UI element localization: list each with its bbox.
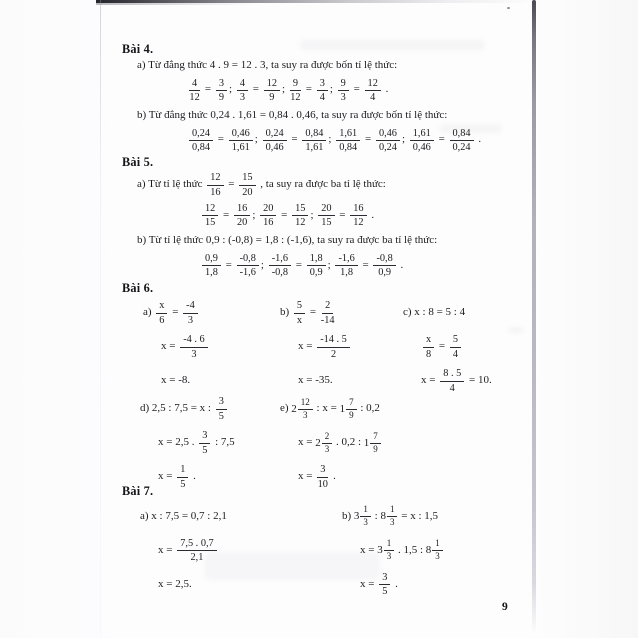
fraction-denominator: 1,61 (231, 141, 250, 153)
fraction-denominator: 9 (373, 443, 378, 454)
fraction (379, 572, 390, 598)
fraction (234, 203, 250, 229)
mixed-number (364, 432, 382, 455)
exercise-heading: Bài 6. (122, 280, 154, 295)
fraction (322, 432, 333, 455)
fraction-denominator: 0,24 (452, 141, 471, 153)
fraction-numerator: 0,9 (202, 253, 221, 266)
fraction-numerator: x (423, 334, 434, 347)
text-run: = (307, 306, 319, 319)
fraction-denominator: 12 (290, 91, 301, 103)
fraction (365, 78, 381, 104)
fraction (189, 128, 213, 154)
fraction (199, 430, 210, 456)
text-run: x = (158, 470, 176, 483)
fraction-denominator: 3 (239, 91, 245, 103)
fraction-denominator: 5 (382, 585, 388, 597)
fraction-denominator: 3 (324, 443, 330, 454)
mixed-number (291, 398, 314, 421)
fraction-denominator: 15 (205, 217, 216, 229)
math-line (360, 567, 444, 601)
text-run: . (368, 208, 375, 221)
fraction-denominator: 4 (370, 91, 376, 103)
fraction (207, 172, 223, 198)
text-run: ; (401, 133, 408, 146)
fraction-denominator: 3 (386, 550, 392, 561)
fraction-denominator: -14 (320, 314, 335, 326)
fraction-denominator: 4 (449, 382, 455, 394)
fraction-numerator: 3 (317, 464, 328, 477)
math-line (158, 460, 280, 494)
text-run: x = (360, 543, 378, 556)
fraction-numerator: 5 (450, 334, 461, 347)
text-run: = (435, 133, 448, 146)
text-run: = x : 1,5 (398, 509, 438, 522)
fraction-numerator: 1,61 (410, 128, 434, 141)
solution-column (140, 499, 342, 601)
fraction (237, 78, 248, 104)
whole-part: 3 (353, 509, 360, 522)
math-line (403, 296, 492, 330)
whole-part: 2 (291, 402, 297, 415)
exercise-heading: Bài 5. (122, 155, 154, 170)
fraction-numerator: -4 . 6 (180, 334, 207, 347)
fraction-numerator: 20 (260, 203, 276, 216)
mixed-number (354, 505, 372, 528)
fraction-numerator: x (156, 300, 167, 313)
fraction-denominator: 20 (242, 186, 253, 198)
fraction-denominator: -0,8 (271, 267, 289, 279)
fraction-numerator: 1 (432, 539, 443, 551)
dust-speck (507, 7, 510, 9)
text-run: x = 2,5. (158, 577, 192, 590)
fraction-numerator: 15 (239, 172, 255, 185)
fraction-numerator: 7 (370, 432, 381, 444)
fraction-numerator: 12 (298, 398, 313, 410)
fraction-numerator: 0,84 (450, 128, 474, 141)
fraction-numerator: -1,6 (269, 253, 291, 266)
text-run: ; (329, 83, 336, 96)
page-number: 9 (502, 601, 508, 613)
text-run: x = -8. (161, 374, 191, 387)
page-top-edge-shadow (96, 3, 256, 5)
solution-column (280, 296, 403, 398)
text-run: , ta suy ra được ba tỉ lệ thức: (257, 178, 386, 191)
fraction (183, 300, 198, 326)
text-run: x = (298, 340, 316, 353)
text-run: b) (342, 509, 354, 522)
text-run: ; (327, 258, 334, 271)
fraction (239, 172, 255, 198)
text-run: x = (360, 577, 378, 590)
fraction-denominator: 0,84 (192, 141, 211, 153)
fraction (189, 78, 200, 104)
whole-part: 8 (425, 543, 432, 556)
fraction (260, 203, 276, 229)
fraction (216, 396, 227, 422)
text-run: x = 2,5 . (158, 436, 198, 449)
page-content (0, 36, 534, 601)
text-run: . (190, 470, 196, 483)
text-run: : 7,5 (212, 436, 235, 449)
fraction-row (200, 249, 534, 283)
fraction-numerator: 9 (338, 78, 349, 91)
text-run: . (330, 470, 336, 483)
fraction (317, 464, 328, 490)
fraction (263, 128, 287, 154)
text-run: = (169, 306, 182, 319)
fraction (180, 334, 207, 360)
fraction-denominator: 3 (363, 516, 368, 527)
text-run: : (371, 509, 381, 522)
text-run: = (336, 208, 349, 221)
fraction-numerator: 16 (350, 203, 366, 216)
fraction (307, 253, 326, 279)
fraction-denominator: x (296, 314, 303, 326)
fraction-denominator: 0,9 (378, 267, 392, 279)
fraction-row (200, 199, 534, 233)
fraction-numerator: 2 (322, 300, 333, 313)
text-run: = (202, 83, 214, 96)
fraction-numerator: 4 (189, 78, 200, 91)
fraction-denominator: 3 (191, 348, 197, 360)
fraction-numerator: 0,46 (376, 128, 400, 141)
fraction-denominator: 3 (187, 314, 194, 326)
fraction-numerator: 8 . 5 (440, 368, 464, 381)
text-run: = (225, 178, 238, 191)
fraction-numerator: 3 (216, 78, 227, 91)
fraction-numerator: 4 (237, 78, 248, 91)
text-run: b) Từ tỉ lệ thức 0,9 : (-0,8) = 1,8 : (-1,6), ta suy ra được ba tỉ lệ thức: (137, 234, 438, 247)
fraction-numerator: 20 (318, 203, 334, 216)
fraction-numerator: 0,24 (189, 128, 213, 141)
fraction-denominator: 3 (340, 91, 346, 103)
fraction (370, 432, 381, 455)
fraction (292, 203, 308, 229)
fraction-numerator: -14 . 5 (317, 334, 350, 347)
text-run: = (436, 340, 448, 353)
text-run: = (215, 133, 227, 146)
fraction (202, 203, 218, 229)
fraction (317, 334, 350, 360)
fraction (264, 78, 280, 104)
whole-part: 1 (339, 402, 346, 415)
math-line (158, 567, 342, 601)
fraction-denominator: 3 (303, 409, 308, 420)
fraction (373, 253, 395, 279)
fraction-numerator: 1 (387, 505, 398, 517)
fraction-denominator: 15 (321, 217, 332, 229)
fraction (376, 128, 400, 154)
fraction-numerator: -0,8 (237, 253, 259, 266)
fraction-numerator: 1,61 (336, 128, 360, 141)
text-run: = (293, 258, 305, 271)
text-run: = 10. (466, 374, 492, 387)
fraction-numerator: 16 (234, 203, 250, 216)
fraction-denominator: 12 (189, 91, 200, 103)
fraction (360, 505, 371, 528)
fraction-denominator: 16 (210, 186, 221, 198)
math-line (360, 533, 444, 567)
text-run: . (397, 258, 404, 271)
text-run: e) (280, 402, 292, 415)
fraction-denominator: 3 (435, 550, 440, 561)
fraction-denominator: 0,24 (378, 141, 397, 153)
fraction-numerator: 3 (317, 78, 328, 91)
math-line (280, 296, 403, 330)
text-run: : 0,2 (357, 402, 380, 415)
fraction (269, 253, 291, 279)
fraction (432, 539, 443, 562)
fraction-numerator: 12 (264, 78, 280, 91)
fraction (338, 78, 349, 104)
whole-part: 8 (380, 509, 386, 522)
fraction (317, 78, 328, 104)
fraction-denominator: 0,9 (309, 267, 323, 279)
fraction-denominator: 9 (269, 91, 275, 103)
solution-column (280, 392, 382, 494)
fraction-numerator: 0,24 (263, 128, 287, 141)
text-run: b) Từ đẳng thức 0,24 . 1,61 = 0,84 . 0,46, ta suy ra được bốn tỉ lệ thức: (137, 108, 448, 121)
fraction-numerator: 1,8 (307, 253, 326, 266)
solution-column (403, 296, 492, 398)
fraction-row (187, 123, 534, 157)
fraction (321, 300, 335, 326)
fraction (229, 128, 253, 154)
fraction-denominator: 12 (295, 217, 306, 229)
fraction-denominator: 12 (353, 217, 364, 229)
fraction-denominator: 5 (180, 478, 186, 490)
exercise-heading: Bài 7. (122, 484, 154, 499)
fraction (346, 398, 357, 421)
text-run: : x = (313, 402, 340, 415)
math-line (298, 426, 382, 460)
fraction-numerator: 5 (294, 300, 305, 313)
math-line (280, 392, 382, 426)
fraction-denominator: 8 (426, 348, 432, 360)
fraction-numerator: 12 (202, 203, 218, 216)
text-run: . (382, 83, 389, 96)
text-run: . 1,5 : (395, 543, 426, 556)
text-run: = (278, 208, 291, 221)
fraction-denominator: 4 (452, 348, 459, 360)
solution-columns (143, 296, 534, 398)
math-line (158, 426, 280, 460)
fraction (202, 253, 221, 279)
fraction-denominator: 0,46 (265, 141, 284, 153)
mixed-number (377, 539, 395, 562)
solution-column (342, 499, 444, 601)
text-run: d) 2,5 : 7,5 = x : (140, 402, 214, 415)
fraction-denominator: 16 (263, 217, 274, 229)
fraction-numerator: 0,46 (229, 128, 253, 141)
text-run: x = (298, 436, 316, 449)
fraction (440, 368, 464, 394)
solution-column (143, 296, 280, 398)
text-run: = (288, 133, 301, 146)
solution-paragraph (137, 170, 534, 201)
fraction (298, 398, 313, 421)
mixed-number (340, 398, 358, 421)
fraction-numerator: 7,5 . 0,7 (177, 538, 216, 551)
text-run: ; (254, 133, 261, 146)
fraction-numerator: 9 (290, 78, 301, 91)
fraction-numerator: 12 (365, 78, 381, 91)
whole-part: 3 (377, 543, 383, 556)
text-run: x = (298, 470, 316, 483)
fraction (335, 253, 357, 279)
fraction-numerator: -0,8 (373, 253, 395, 266)
fraction (177, 538, 216, 564)
fraction (302, 128, 326, 154)
exercise-heading: Bài 4. (122, 42, 154, 56)
fraction-denominator: 2 (330, 348, 337, 360)
fraction (156, 300, 167, 326)
math-line (298, 330, 403, 364)
text-run: . (475, 133, 482, 146)
fraction-denominator: 9 (349, 409, 354, 420)
whole-part: 1 (363, 436, 370, 449)
fraction-denominator: 20 (237, 217, 248, 229)
fraction (237, 253, 259, 279)
fraction-denominator: 4 (319, 91, 325, 103)
fraction (336, 128, 360, 154)
fraction-numerator: 3 (216, 396, 227, 409)
text-run: ; (260, 258, 267, 271)
fraction (410, 128, 434, 154)
fraction (384, 539, 395, 562)
math-line (143, 296, 280, 330)
fraction-denominator: 5 (218, 410, 224, 422)
solution-columns (140, 499, 534, 601)
math-line (161, 330, 280, 364)
fraction-denominator: 9 (218, 91, 225, 103)
fraction-numerator: 1 (384, 539, 395, 551)
fraction (294, 300, 305, 326)
text-run: b) (280, 306, 292, 319)
fraction (318, 203, 334, 229)
text-run: . 0,2 : (333, 436, 364, 449)
text-run: = (362, 133, 374, 146)
fraction (450, 334, 461, 360)
text-run: ; (310, 208, 317, 221)
text-run: a) Từ tỉ lệ thức (137, 178, 206, 191)
fraction-denominator: -1,6 (239, 267, 256, 279)
fraction (350, 203, 366, 229)
text-run: ; (252, 208, 259, 221)
text-run: = (220, 208, 233, 221)
fraction-denominator: 3 (389, 516, 395, 527)
fraction-numerator: 3 (379, 572, 390, 585)
whole-part: 2 (315, 436, 321, 449)
fraction (177, 464, 188, 490)
text-run: a) Từ đẳng thức 4 . 9 = 12 . 3, ta suy ra được bốn tỉ lệ thức: (137, 58, 398, 71)
text-run: x = -35. (298, 374, 333, 387)
math-line (140, 499, 342, 533)
fraction-denominator: 1,8 (205, 267, 218, 279)
fraction (290, 78, 301, 104)
math-line (342, 499, 444, 533)
fraction-denominator: 0,84 (339, 141, 358, 153)
text-run: x = (158, 543, 176, 556)
fraction-row (187, 73, 534, 107)
fraction-numerator: 1 (177, 464, 188, 477)
fraction-denominator: 6 (159, 314, 165, 326)
fraction-numerator: -4 (183, 300, 198, 313)
math-line (158, 533, 342, 567)
text-run: a) x : 7,5 = 0,7 : 2,1 (140, 509, 227, 522)
text-run: c) x : 8 = 5 : 4 (403, 306, 466, 319)
fraction-numerator: 12 (207, 172, 223, 185)
text-run: . (392, 577, 398, 590)
fraction (450, 128, 474, 154)
fraction-denominator: 1,8 (340, 267, 354, 279)
text-run: ; (282, 83, 288, 96)
solution-columns (140, 392, 534, 494)
math-line (421, 364, 492, 398)
fraction (387, 505, 398, 528)
mixed-number (380, 505, 398, 528)
mixed-number (315, 432, 333, 455)
fraction (423, 334, 434, 360)
fraction-denominator: 5 (202, 444, 208, 456)
fraction-numerator: -1,6 (335, 253, 357, 266)
math-line (298, 460, 382, 494)
text-run: = (250, 83, 262, 96)
fraction-denominator: 0,46 (412, 141, 431, 153)
math-line (421, 330, 492, 364)
fraction-numerator: 0,84 (302, 128, 326, 141)
fraction-numerator: 7 (346, 398, 357, 410)
page-edge-highlight (536, 0, 538, 600)
text-run: = (359, 258, 372, 271)
text-run: ; (328, 133, 335, 146)
mixed-number (426, 539, 444, 562)
text-run: = (222, 258, 235, 271)
fraction-denominator: 1,61 (305, 141, 324, 153)
fraction-numerator: 3 (199, 430, 210, 443)
text-run: = (350, 83, 363, 96)
text-run: x = (421, 374, 439, 387)
text-run: a) (143, 306, 155, 319)
fraction-denominator: 2,1 (190, 551, 204, 563)
text-run: ; (229, 83, 235, 96)
fraction-numerator: 1 (360, 505, 371, 517)
fraction-denominator: 10 (317, 478, 328, 490)
solution-column (140, 392, 280, 494)
fraction-numerator: 15 (292, 203, 308, 216)
fraction-numerator: 2 (322, 432, 333, 444)
text-run: x = (161, 340, 179, 353)
math-line (140, 392, 280, 426)
fraction (216, 78, 227, 104)
text-run: = (302, 83, 315, 96)
